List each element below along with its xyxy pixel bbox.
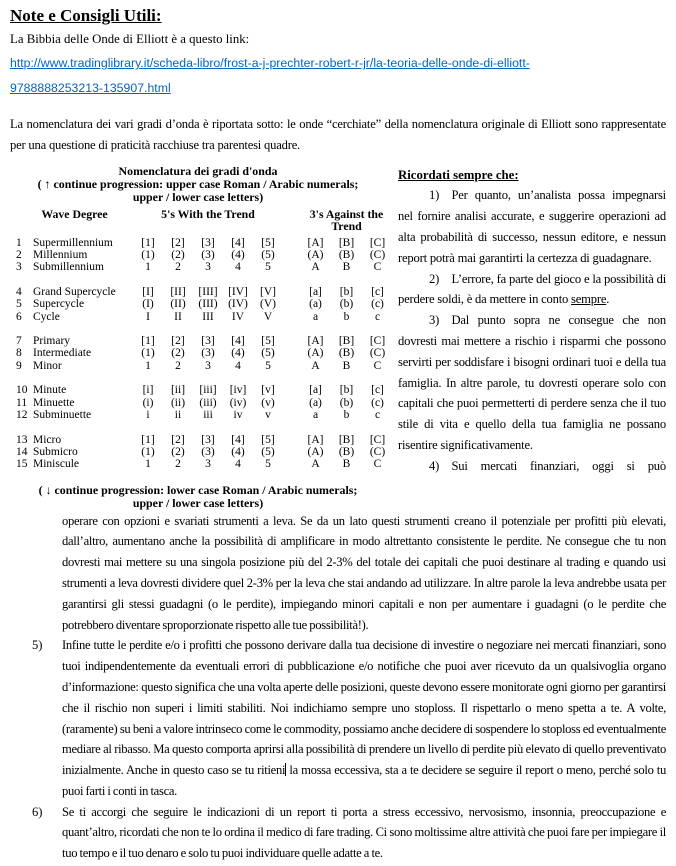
link-line-1: http://www.tradinglibrary.it/scheda-libro/frost-a-j-prechter-robert-r-jr/la-teoria-delle-onde-di-elliott- <box>10 56 530 70</box>
wave-label-cell: II <box>174 310 182 323</box>
wave-label-cell: iii <box>203 409 213 422</box>
wave-label-cell: [iv] <box>229 384 247 397</box>
wave-label-cell: (4) <box>231 249 245 262</box>
wave-label-cell: B <box>342 261 351 274</box>
row-number: 1 <box>16 236 22 249</box>
wave-label-cell: [A] <box>307 236 324 249</box>
wave-label-cell: (2) <box>171 347 185 360</box>
wave-label-cell: [5] <box>261 433 275 446</box>
table-footer-line2: upper / lower case letters) <box>132 496 264 511</box>
row-spacer <box>283 323 300 347</box>
link-paragraph <box>10 51 666 101</box>
row-number: 15 <box>16 458 28 471</box>
wave-degree-name: Supermillennium <box>33 236 113 249</box>
wave-label-cell: (A) <box>307 249 324 262</box>
table-row <box>16 446 393 458</box>
wave-label-cell: [2] <box>171 335 185 348</box>
item6-text: Se ti accorgi che seguire le indicazioni di un report ti porta a stress eccessivo, nervosismo, insonnia, preoccupazione e quant’altro, ricordati che non te lo ordina il medico di fare trading. Ci sono moltissime altre attività che puoi fare per impiegare il tuo tempo e il tuo denaro e solo tu puoi individuare quelle adatte a te. <box>62 804 666 861</box>
wave-label-cell: (1) <box>141 347 155 360</box>
wave-label-cell: (c) <box>371 396 384 409</box>
row-spacer <box>283 298 300 310</box>
row-number: 10 <box>16 384 28 397</box>
wave-label-cell: A <box>311 261 320 274</box>
wave-label-cell: (iv) <box>229 396 247 409</box>
wave-table-header <box>16 208 393 237</box>
row-spacer <box>283 397 300 409</box>
wave-label-cell: (C) <box>369 347 386 360</box>
wave-label-cell: [2] <box>171 433 185 446</box>
table-row <box>16 347 393 359</box>
table-row <box>16 422 393 446</box>
wave-label-cell: [v] <box>261 384 275 397</box>
row-number: 3 <box>16 261 22 274</box>
row-number: 9 <box>16 359 22 372</box>
wave-label-cell: ii <box>174 409 182 422</box>
wave-label-cell: (1) <box>141 445 155 458</box>
table-row <box>16 458 393 470</box>
wave-label-cell: 3 <box>205 458 211 471</box>
row-number: 8 <box>16 347 22 360</box>
table-subtitle-line1: ( ↑ continue progression: upper case Roman / Arabic numerals; <box>37 177 359 191</box>
row-number: 12 <box>16 409 28 422</box>
wave-label-cell: (b) <box>339 298 354 311</box>
col-header-wave-degree: Wave Degree <box>41 206 108 221</box>
wave-label-cell: (IV) <box>228 298 248 311</box>
wave-label-cell: 2 <box>175 261 181 274</box>
wave-label-cell: [4] <box>231 236 245 249</box>
table-row <box>16 274 393 298</box>
item5-text-a: Infine tutte le perdite e/o i profitti che possono derivare dalla tua decisione di investire o negoziare nei mercati finanziari, sono tuoi indipendentemente da eventuali errori di pubblicazione e/o notifiche che puoi aver ricevuto da un qualsivoglia organo d’informazione: questo significa che una volta aperte delle posizioni, queste devono essere monitorate ogni giorno per garantirsi che il rischio non superi i limiti stabiliti. Noi indichiamo sempre uno stoploss. Il rispettarlo o meno spetta a te. A volte, (raramente) su beni a valore intrinseco come le commodity, possiamo anche decidere di sospendere lo stoploss ed eventualmente mediare al ribasso. Ma questo comporta aprirsi alla possibilità di prendere un livello di perdite più elevato di quello preventivato inizialmente. Anche in questo caso se tu ritieni <box>62 638 666 778</box>
reminder-item-4-first-line: 4) Sui mercati finanziari, oggi si può <box>429 458 666 473</box>
wave-label-cell: 1 <box>145 458 151 471</box>
table-row <box>16 261 393 273</box>
wave-label-cell: [ii] <box>170 384 186 397</box>
wave-label-cell: 4 <box>235 261 241 274</box>
wave-label-cell: 5 <box>265 261 271 274</box>
nomenclature-paragraph: La nomenclatura dei vari gradi d’onda è riportata sotto: le onde “cerchiate” della nomenclatura originale di Elliott sono rappresentate per una questione di praticità racchiuse tra parentesi quadre. <box>10 117 666 152</box>
wave-degree-name: Micro <box>33 433 62 446</box>
wave-degree-name: Grand Supercycle <box>33 285 116 298</box>
wave-label-cell: [iii] <box>199 384 217 397</box>
wave-label-cell: (A) <box>307 347 324 360</box>
wave-label-cell: 1 <box>145 261 151 274</box>
wave-label-cell: (B) <box>338 249 355 262</box>
table-footer-line1: ( ↓ continue progression: lower case Roman / Arabic numerals; <box>38 482 358 497</box>
wave-label-cell: (4) <box>231 347 245 360</box>
table-title: Nomenclatura dei gradi d'onda <box>118 163 278 178</box>
table-row <box>16 323 393 347</box>
item2-period: . <box>606 292 610 307</box>
header-spacer <box>283 208 300 237</box>
wave-label-cell: C <box>373 458 382 471</box>
wave-label-cell: (I) <box>142 298 154 311</box>
wave-label-cell: B <box>342 458 351 471</box>
wave-label-cell: 3 <box>205 261 211 274</box>
row-number: 5 <box>16 298 22 311</box>
wave-label-cell: (2) <box>171 249 185 262</box>
wave-label-cell: b <box>343 409 350 422</box>
row-spacer <box>283 311 300 323</box>
wave-degree-name: Miniscule <box>33 458 79 471</box>
item5-text-b: la mossa eccessiva, sta a te decidere se seguire il report o meno, perché solo tu puoi farti i conti in tasca. <box>62 763 666 798</box>
wave-label-cell: (3) <box>201 249 215 262</box>
row-spacer <box>283 360 300 372</box>
wave-label-cell: V <box>263 310 273 323</box>
col-header-with-trend: 5's With the Trend <box>161 206 255 221</box>
wave-label-cell: [c] <box>371 285 384 298</box>
item2-text: 2) L’errore, fa parte del gioco e la possibilità di perdere soldi, è da mettere in conto <box>398 271 666 307</box>
wave-degree-name: Millennium <box>33 249 88 262</box>
table-row <box>16 237 393 249</box>
wave-label-cell: [A] <box>307 433 324 446</box>
wave-table-title <box>10 165 386 205</box>
wave-degree-name: Minute <box>33 384 67 397</box>
wave-label-cell: c <box>374 409 381 422</box>
row-spacer <box>283 458 300 470</box>
wave-label-cell: (V) <box>260 298 276 311</box>
wave-degree-name: Minor <box>33 359 62 372</box>
wave-label-cell: C <box>373 261 382 274</box>
row-spacer <box>283 372 300 396</box>
wave-table-footer <box>10 484 386 511</box>
wave-label-cell: [3] <box>201 236 215 249</box>
wave-label-cell: [2] <box>171 236 185 249</box>
two-column-section <box>10 165 666 511</box>
wave-label-cell: [B] <box>338 236 355 249</box>
row-number: 6 <box>16 310 22 323</box>
wave-label-cell: (c) <box>371 298 384 311</box>
wave-label-cell: 5 <box>265 359 271 372</box>
row-number: 14 <box>16 445 28 458</box>
wave-degree-name: Minuette <box>33 396 75 409</box>
wave-label-cell: [c] <box>371 384 384 397</box>
row-number: 13 <box>16 433 28 446</box>
row-spacer <box>283 409 300 421</box>
wave-label-cell: [1] <box>141 335 155 348</box>
table-subtitle-line2: upper / lower case letters) <box>132 190 264 205</box>
wave-label-cell: III <box>202 310 214 323</box>
wave-degree-table <box>16 208 393 471</box>
wave-label-cell: IV <box>231 310 245 323</box>
reminder-item-5 <box>10 635 666 801</box>
wave-label-cell: (A) <box>307 445 324 458</box>
wave-label-cell: [II] <box>170 285 186 298</box>
elliott-book-link[interactable] <box>10 56 530 95</box>
table-row <box>16 372 393 396</box>
wave-label-cell: (3) <box>201 347 215 360</box>
row-number: 2 <box>16 249 22 262</box>
row-spacer <box>283 261 300 273</box>
link-line-2: 9788888253213-135907.html <box>10 81 171 95</box>
wave-label-cell: (C) <box>369 249 386 262</box>
wave-degree-name: Subminuette <box>33 409 92 422</box>
table-row <box>16 409 393 421</box>
wave-label-cell: c <box>374 310 381 323</box>
wave-label-cell: 1 <box>145 359 151 372</box>
wave-label-cell: (B) <box>338 347 355 360</box>
table-row <box>16 311 393 323</box>
wave-degree-name: Submillennium <box>33 261 104 274</box>
wave-label-cell: I <box>146 310 150 323</box>
wave-degree-name: Submicro <box>33 445 78 458</box>
wave-degree-name: Primary <box>33 335 71 348</box>
item5-number: 5) <box>32 638 43 653</box>
wave-label-cell: [B] <box>338 335 355 348</box>
item2-underlined-word: sempre <box>571 292 607 307</box>
row-number: 4 <box>16 285 22 298</box>
wave-label-cell: (1) <box>141 249 155 262</box>
wave-degree-name: Supercycle <box>33 298 85 311</box>
page-title: Note e Consigli Utili: <box>10 6 162 25</box>
wave-label-cell: 5 <box>265 458 271 471</box>
wave-label-cell: A <box>311 359 320 372</box>
wave-label-cell: [4] <box>231 335 245 348</box>
wave-table-block <box>10 165 398 511</box>
reminder-item-4-continuation: operare con opzioni e svariati strumenti a leva. Se da un lato questi strumenti creano il potenziale per profitti più elevati, dall’altro, aumentano anche la possibilità di amplificare in modo altrettanto consistente le perdite. Ne consegue che tu non dovresti mai mettere su una singola posizione più del 2-3% del totale dei capitali che puoi destinare al trading e quando usi strumenti a leva dovresti dividere quel 2-3% per la leva che stai andando ad utilizzare. In altre parole la leva andrebbe usata per garantirsi gli stessi guadagni (o le perdite), impiegando minori capitali e non per aumentare i guadagni (o le perdite che potrebbero diventare sproporzionate rispetto alle tue possibilità!). <box>62 513 666 632</box>
wave-label-cell: 4 <box>235 359 241 372</box>
wave-label-cell: (5) <box>261 347 275 360</box>
wave-label-cell: 4 <box>235 458 241 471</box>
wave-label-cell: [b] <box>339 285 354 298</box>
wave-label-cell: (b) <box>339 396 354 409</box>
reminders-column <box>398 165 666 511</box>
wave-label-cell: [B] <box>338 433 355 446</box>
intro-line: La Bibbia delle Onde di Elliott è a questo link: <box>10 32 250 46</box>
wave-label-cell: (v) <box>261 396 275 409</box>
wave-label-cell: [C] <box>369 335 386 348</box>
wave-label-cell: (3) <box>201 445 215 458</box>
wave-label-cell: C <box>373 359 382 372</box>
col-header-against-trend: 3's Against the Trend <box>309 206 384 234</box>
wave-label-cell: [1] <box>141 236 155 249</box>
wave-label-cell: a <box>312 310 319 323</box>
wave-label-cell: [b] <box>339 384 354 397</box>
wave-label-cell: A <box>311 458 320 471</box>
wave-label-cell: [a] <box>309 285 322 298</box>
row-number: 7 <box>16 335 22 348</box>
wave-label-cell: [V] <box>260 285 276 298</box>
wave-label-cell: (a) <box>309 396 322 409</box>
wave-label-cell: [I] <box>142 285 154 298</box>
row-spacer <box>283 422 300 446</box>
wave-label-cell: 3 <box>205 359 211 372</box>
wave-table-body <box>16 237 393 471</box>
row-spacer <box>283 237 300 249</box>
wave-label-cell: 2 <box>175 458 181 471</box>
item6-number: 6) <box>32 804 43 819</box>
wave-label-cell: [1] <box>141 433 155 446</box>
reminder-item-6 <box>10 802 666 864</box>
wave-label-cell: (a) <box>309 298 322 311</box>
wave-label-cell: [IV] <box>228 285 248 298</box>
reminder-item-2 <box>398 269 666 311</box>
reminder-item-3: 3) Dal punto sopra ne consegue che non dovresti mai mettere a rischio i risparmi che possono servirti per soddisfare i bisogni ordinari tuoi e della tua famiglia. In altre parole, tu dovresti operare solo con capitali che puoi permetterti di perdere senza che il tuo stile di vita e quello della tua famiglia ne possano risentire significativamente. <box>398 313 666 452</box>
wave-label-cell: [3] <box>201 433 215 446</box>
wave-label-cell: (III) <box>198 298 218 311</box>
row-spacer <box>283 446 300 458</box>
wave-label-cell: (II) <box>170 298 186 311</box>
wave-label-cell: v <box>265 409 271 422</box>
wave-label-cell: b <box>343 310 350 323</box>
row-spacer <box>283 347 300 359</box>
reminders-heading: Ricordati sempre che: <box>398 167 519 182</box>
wave-label-cell: [III] <box>198 285 218 298</box>
text-cursor <box>285 763 286 776</box>
wave-label-cell: [5] <box>261 335 275 348</box>
wave-label-cell: iv <box>233 409 243 422</box>
wave-label-cell: (5) <box>261 445 275 458</box>
wave-label-cell: [3] <box>201 335 215 348</box>
table-row <box>16 397 393 409</box>
wave-label-cell: (i) <box>142 396 154 409</box>
table-row <box>16 249 393 261</box>
wave-label-cell: [C] <box>369 433 386 446</box>
wave-label-cell: [5] <box>261 236 275 249</box>
table-row <box>16 360 393 372</box>
row-spacer <box>283 274 300 298</box>
wave-label-cell: (B) <box>338 445 355 458</box>
wave-label-cell: (2) <box>171 445 185 458</box>
wave-label-cell: [C] <box>369 236 386 249</box>
wave-label-cell: [A] <box>307 335 324 348</box>
wave-label-cell: [a] <box>309 384 322 397</box>
reminder-item-1: 1) Per quanto, un’analista possa impegnarsi nel fornire analisi accurate, e suggerire operazioni ad alta probabilità di successo, nessun editore, e nessun report potrà mai garantirti la certezza di guadagnare. <box>398 188 666 265</box>
wave-label-cell: [i] <box>142 384 154 397</box>
wave-label-cell: (C) <box>369 445 386 458</box>
wave-label-cell: i <box>146 409 150 422</box>
wave-label-cell: (ii) <box>170 396 186 409</box>
wave-label-cell: a <box>312 409 319 422</box>
row-spacer <box>283 249 300 261</box>
wave-label-cell: (iii) <box>199 396 217 409</box>
wave-label-cell: [4] <box>231 433 245 446</box>
row-number: 11 <box>16 396 28 409</box>
table-row <box>16 298 393 310</box>
wave-degree-name: Intermediate <box>33 347 92 360</box>
wave-label-cell: B <box>342 359 351 372</box>
wave-label-cell: 2 <box>175 359 181 372</box>
wave-label-cell: (4) <box>231 445 245 458</box>
wave-degree-name: Cycle <box>33 310 60 323</box>
wave-label-cell: (5) <box>261 249 275 262</box>
